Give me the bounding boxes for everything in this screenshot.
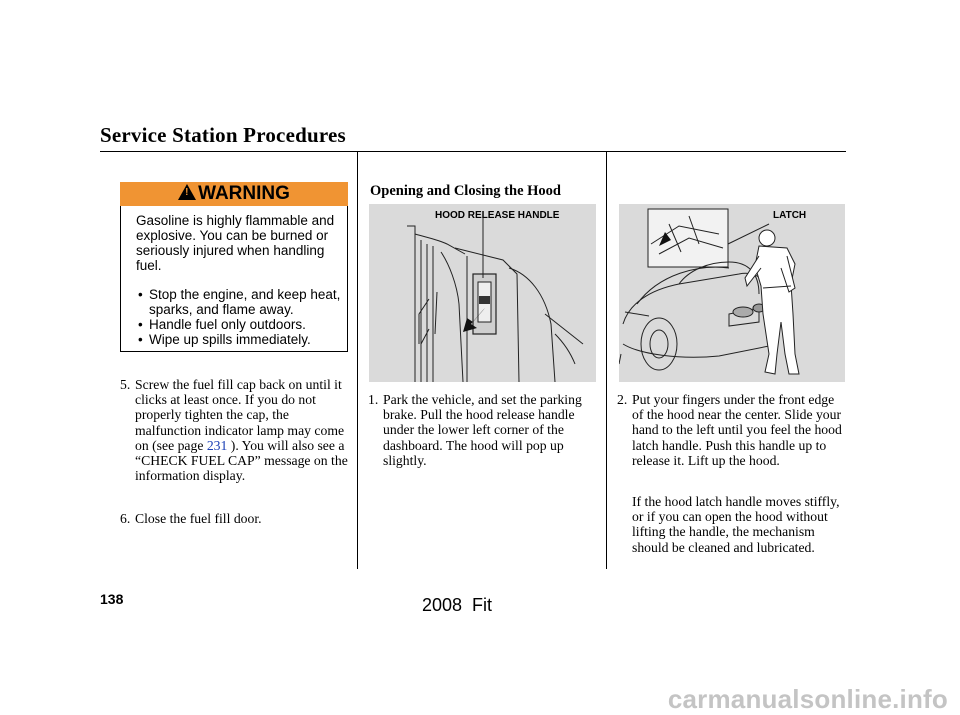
- step-6: [120, 511, 352, 526]
- warning-bullet: • Stop the engine, and keep heat, sparks, and flame away.: [136, 287, 346, 317]
- model-label: 2008 Fit: [422, 595, 493, 615]
- step-number: 1.: [368, 392, 379, 407]
- column-divider-left: [357, 152, 358, 569]
- note-text: If the hood latch handle moves stiffly, or if you can open the hood without lifting the handle, the mechanism should be cleaned and lubricated.: [632, 494, 840, 555]
- warning-bullet: • Handle fuel only outdoors.: [136, 317, 346, 332]
- header-rule: [100, 151, 846, 152]
- hood-latch-illustration: [619, 204, 845, 382]
- step-number: 6.: [120, 511, 131, 526]
- warning-header: [120, 182, 348, 206]
- latch-figure: [619, 204, 845, 382]
- page-number: 138: [100, 591, 124, 607]
- step-number: 2.: [617, 392, 628, 407]
- column-divider-right: [606, 152, 607, 569]
- step-2: [617, 392, 849, 468]
- hood-release-figure: [369, 204, 596, 382]
- step-number: 5.: [120, 377, 131, 392]
- warning-triangle-icon: !: [178, 184, 196, 200]
- warning-bullet: • Wipe up spills immediately.: [136, 332, 346, 347]
- warning-intro: Gasoline is highly flammable and explosive. You can be burned or seriously injured when handling fuel.: [136, 213, 335, 273]
- section-title: Service Station Procedures: [100, 123, 346, 147]
- warning-label: WARNING: [198, 183, 290, 204]
- hood-release-illustration: [369, 204, 596, 382]
- step-5: [120, 377, 352, 483]
- step-text: Screw the fuel fill cap back on until it clicks at least once. If you do not properly tighten the cap, the malfunction indicator lamp may come on (see page 231 ). You will also see a “CHECK FUEL CAP” message on the information display.: [135, 377, 348, 484]
- step-text: Put your fingers under the front edge of the hood near the center. Slide your hand to the left until you feel the hood latch handle. Push this handle up to release it. Lift up the hood.: [632, 392, 842, 468]
- page-link[interactable]: 231: [206, 437, 228, 453]
- step-text: Close the fuel fill door.: [135, 511, 262, 526]
- warning-bullet-list: [136, 287, 346, 347]
- watermark: carmanualsonline.info: [667, 684, 948, 714]
- hood-note: [632, 494, 849, 555]
- step-1: [368, 392, 603, 468]
- figure-label: HOOD RELEASE HANDLE: [435, 210, 560, 221]
- figure-label: LATCH: [773, 210, 807, 221]
- subheading: Opening and Closing the Hood: [370, 183, 561, 199]
- step-text: Park the vehicle, and set the parking brake. Pull the hood release handle under the lower left corner of the dashboard. The hood will pop up slightly.: [383, 392, 582, 468]
